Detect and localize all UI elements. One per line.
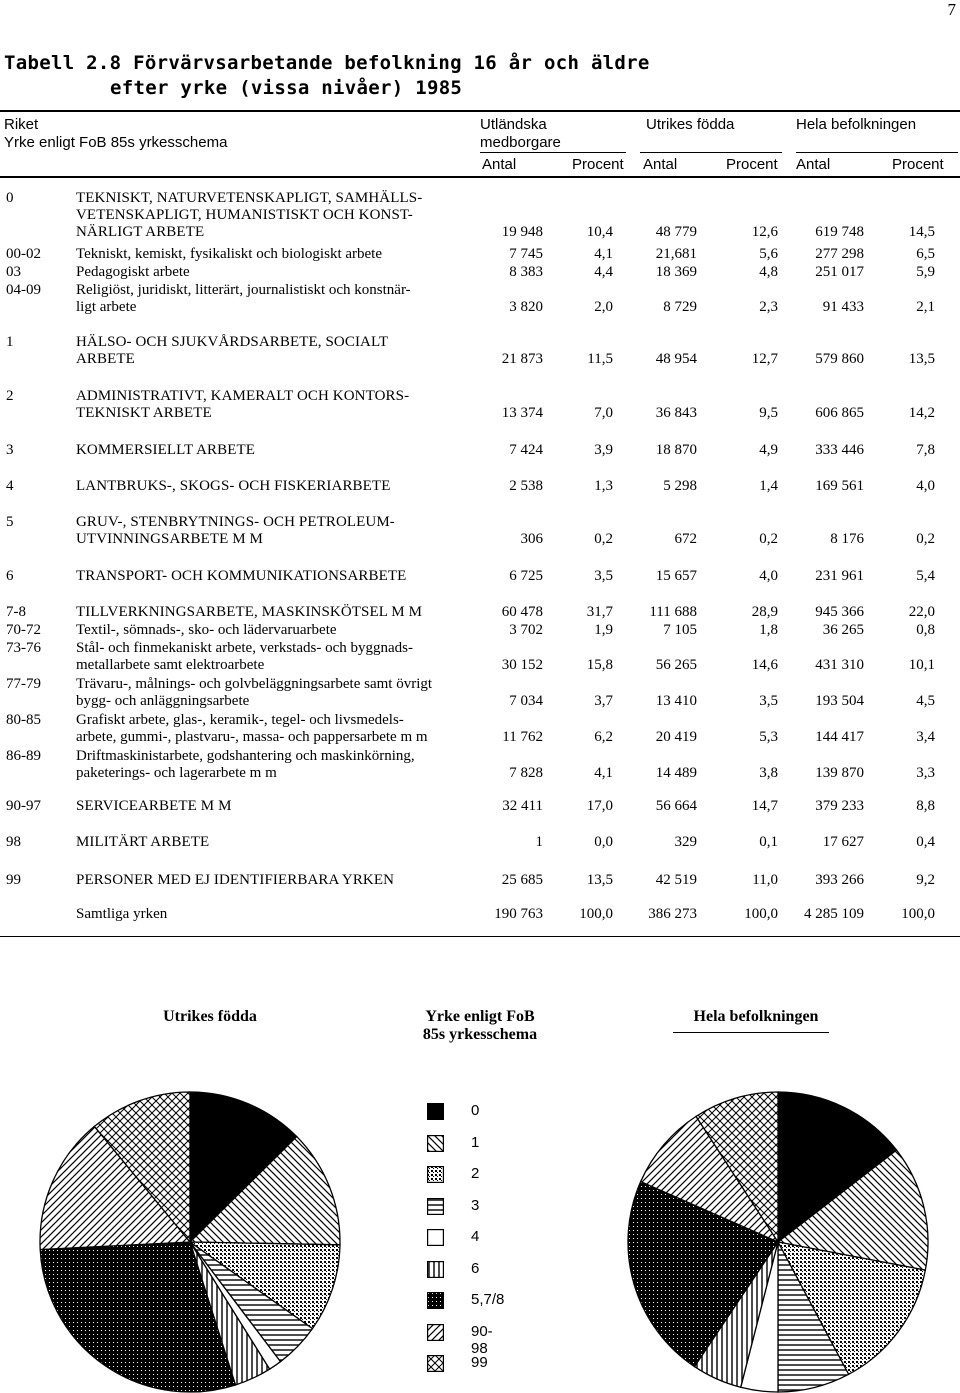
row-code: 73-76 (6, 640, 41, 656)
legend-swatch (427, 1198, 444, 1215)
header-sub-antal-1: Antal (482, 156, 517, 173)
legend-label: 99 (471, 1354, 488, 1371)
page-number: 7 (947, 0, 956, 19)
row-code: 90-97 (6, 798, 41, 814)
header-group-utrikes: Utrikes födda (646, 116, 735, 133)
row-label: Driftmaskinistarbete, godshantering och maskinkörning, paketerings- och lagerarbete m m (76, 748, 415, 781)
cell-value: 14,5 (908, 224, 935, 240)
cell-value: 7 745 (509, 246, 543, 262)
cell-value: 251 017 (815, 264, 864, 280)
cell-value: 36 843 (655, 405, 697, 421)
cell-value: 3,3 (916, 765, 935, 781)
cell-value: 3,9 (594, 442, 613, 458)
cell-value: 32 411 (502, 798, 543, 814)
cell-value: 8,8 (916, 798, 935, 814)
cell-value: 431 310 (815, 657, 864, 673)
cell-value: 8 383 (509, 264, 543, 280)
legend-swatch (427, 1229, 444, 1246)
row-code: 77-79 (6, 676, 41, 692)
cell-value: 9,5 (759, 405, 778, 421)
cell-value: 1 (535, 834, 543, 850)
cell-value: 14 489 (655, 765, 697, 781)
cell-value: 672 (674, 531, 697, 547)
row-code: 2 (6, 388, 14, 404)
row-label: KOMMERSIELLT ARBETE (76, 442, 255, 458)
cell-value: 3,8 (759, 765, 778, 781)
cell-value: 579 860 (815, 351, 864, 367)
cell-value: 20 419 (655, 729, 697, 745)
cell-value: 13,5 (908, 351, 935, 367)
cell-value: 3 820 (509, 299, 543, 315)
cell-value: 3,5 (759, 693, 778, 709)
cell-value: 17 627 (822, 834, 864, 850)
row-label: SERVICEARBETE M M (76, 798, 232, 814)
chart-title-center: Yrke enligt FoB 85s yrkesschema (422, 1008, 538, 1043)
cell-value: 28,9 (751, 604, 778, 620)
cell-value: 4,4 (594, 264, 613, 280)
row-code: 4 (6, 478, 14, 494)
legend-swatch (427, 1261, 444, 1278)
legend-label: 4 (471, 1228, 480, 1245)
row-code: 7-8 (6, 604, 26, 620)
pie-chart-utrikes-fodda (40, 1092, 340, 1392)
row-code: 04-09 (6, 282, 41, 298)
cell-value: 25 685 (501, 872, 543, 888)
chart-title-left: Utrikes födda (163, 1008, 257, 1025)
row-code: 0 (6, 190, 14, 206)
cell-value: 1,8 (759, 622, 778, 638)
cell-value: 0,1 (759, 834, 778, 850)
cell-value: 91 433 (822, 299, 864, 315)
cell-value: 277 298 (815, 246, 864, 262)
header-group3-rule (796, 152, 958, 153)
row-label: Religiöst, juridiskt, litterärt, journalistiskt och konstnär- ligt arbete (76, 282, 411, 315)
cell-value: 190 763 (494, 906, 543, 922)
cell-value: 7,0 (594, 405, 613, 421)
row-code: 99 (6, 872, 21, 888)
legend-swatch (427, 1355, 444, 1372)
cell-value: 18 870 (655, 442, 697, 458)
cell-value: 7 828 (509, 765, 543, 781)
cell-value: 21 873 (501, 351, 543, 367)
row-code: 98 (6, 834, 21, 850)
cell-value: 11 762 (502, 729, 543, 745)
cell-value: 4,9 (759, 442, 778, 458)
legend-label: 1 (471, 1133, 480, 1151)
cell-value: 6,2 (594, 729, 613, 745)
cell-value: 21,681 (655, 246, 697, 262)
cell-value: 333 446 (815, 442, 864, 458)
legend-label: 2 (471, 1165, 480, 1182)
header-yrke: Yrke enligt FoB 85s yrkesschema (4, 134, 228, 151)
header-group-medborgare: medborgare (480, 134, 561, 151)
row-code: 5 (6, 514, 14, 530)
cell-value: 0,4 (916, 834, 935, 850)
cell-value: 2,3 (759, 299, 778, 315)
cell-value: 15 657 (655, 568, 697, 584)
cell-value: 12,6 (751, 224, 778, 240)
cell-value: 14,2 (908, 405, 935, 421)
cell-value: 8 176 (830, 531, 864, 547)
cell-value: 7 424 (509, 442, 543, 458)
cell-value: 0,2 (759, 531, 778, 547)
row-code: 1 (6, 334, 14, 350)
cell-value: 2 538 (509, 478, 543, 494)
header-sub-antal-2: Antal (643, 156, 678, 173)
cell-value: 8 729 (663, 299, 697, 315)
row-label: Textil-, sömnads-, sko- och lädervaruarbete (76, 622, 337, 638)
cell-value: 6,5 (916, 246, 935, 262)
table-title-line-2: efter yrke (vissa nivåer) 1985 (110, 77, 463, 99)
cell-value: 5,9 (916, 264, 935, 280)
cell-value: 144 417 (815, 729, 864, 745)
table-title-line-1: Tabell 2.8 Förvärvsarbetande befolkning 16 år och äldre (4, 52, 650, 74)
cell-value: 4 285 109 (804, 906, 864, 922)
legend-swatch (427, 1135, 444, 1152)
row-label: HÄLSO- OCH SJUKVÅRDSARBETE, SOCIALT ARBETE (76, 334, 389, 367)
row-label: Grafiskt arbete, glas-, keramik-, tegel- och livsmedels- arbete, gummi-, plastvaru-, massa- och pappersarbete m m (76, 712, 428, 745)
cell-value: 0,8 (916, 622, 935, 638)
row-label: Trävaru-, målnings- och golvbeläggningsarbete samt övrigt bygg- och anläggningsarbete (76, 676, 433, 709)
cell-value: 3,4 (916, 729, 935, 745)
row-label: LANTBRUKS-, SKOGS- OCH FISKERIARBETE (76, 478, 391, 494)
row-code: 86-89 (6, 748, 41, 764)
cell-value: 5,6 (759, 246, 778, 262)
legend-label: 5,7/8 (471, 1291, 505, 1308)
row-code: 70-72 (6, 622, 41, 638)
row-label: MILITÄRT ARBETE (76, 834, 210, 850)
cell-value: 4,0 (759, 568, 778, 584)
cell-value: 111 688 (649, 604, 697, 620)
row-code: 00-02 (6, 246, 41, 262)
cell-value: 0,2 (916, 531, 935, 547)
cell-value: 5 298 (663, 478, 697, 494)
header-sub-antal-3: Antal (796, 156, 831, 173)
cell-value: 11,5 (587, 351, 613, 367)
cell-value: 5,4 (916, 568, 935, 584)
cell-value: 0,2 (594, 531, 613, 547)
cell-value: 11,0 (752, 872, 778, 888)
cell-value: 42 519 (655, 872, 697, 888)
cell-value: 10,1 (908, 657, 935, 673)
cell-value: 9,2 (916, 872, 935, 888)
row-label: Pedagogiskt arbete (76, 264, 190, 280)
cell-value: 56 265 (655, 657, 697, 673)
cell-value: 1,3 (594, 478, 613, 494)
row-label: Samtliga yrken (76, 906, 168, 922)
cell-value: 19 948 (501, 224, 543, 240)
legend-label: 6 (471, 1259, 480, 1277)
cell-value: 12,7 (751, 351, 778, 367)
cell-value: 945 366 (815, 604, 864, 620)
row-code: 80-85 (6, 712, 41, 728)
row-label: TEKNISKT, NATURVETENSKAPLIGT, SAMHÄLLS- VETENSKAPLIGT, HUMANISTISKT OCH KONST- NÄRLIGT ARBETE (76, 190, 423, 240)
cell-value: 4,5 (916, 693, 935, 709)
legend-swatch (427, 1324, 444, 1341)
header-sub-procent-1: Procent (572, 156, 624, 173)
cell-value: 5,3 (759, 729, 778, 745)
cell-value: 7 105 (663, 622, 697, 638)
cell-value: 17,0 (586, 798, 613, 814)
legend-label: 3 (471, 1196, 480, 1214)
cell-value: 60 478 (501, 604, 543, 620)
row-label: Stål- och finmekaniskt arbete, verkstads- och byggnads- metallarbete samt elektroarbete (76, 640, 413, 673)
cell-value: 7 034 (509, 693, 543, 709)
cell-value: 4,1 (594, 765, 613, 781)
cell-value: 15,8 (586, 657, 613, 673)
table-bottom-rule (0, 936, 960, 937)
cell-value: 48 779 (655, 224, 697, 240)
cell-value: 14,7 (751, 798, 778, 814)
cell-value: 3,5 (594, 568, 613, 584)
cell-value: 3,7 (594, 693, 613, 709)
cell-value: 22,0 (908, 604, 935, 620)
cell-value: 169 561 (815, 478, 864, 494)
legend-swatch (427, 1166, 444, 1183)
cell-value: 36 265 (822, 622, 864, 638)
cell-value: 4,0 (916, 478, 935, 494)
cell-value: 2,0 (594, 299, 613, 315)
row-label: GRUV-, STENBRYTNINGS- OCH PETROLEUM- UTVINNINGSARBETE M M (76, 514, 395, 547)
cell-value: 3 702 (509, 622, 543, 638)
cell-value: 193 504 (815, 693, 864, 709)
cell-value: 31,7 (586, 604, 613, 620)
cell-value: 14,6 (751, 657, 778, 673)
row-label: TILLVERKNINGSARBETE, MASKINSKÖTSEL M M (76, 604, 423, 620)
cell-value: 139 870 (815, 765, 864, 781)
cell-value: 231 961 (815, 568, 864, 584)
cell-value: 10,4 (586, 224, 613, 240)
legend-label: 0 (471, 1102, 480, 1119)
cell-value: 7,8 (916, 442, 935, 458)
header-sub-procent-2: Procent (726, 156, 778, 173)
row-label: Tekniskt, kemiskt, fysikaliskt och biologiskt arbete (76, 246, 382, 262)
cell-value: 1,4 (759, 478, 778, 494)
cell-value: 30 152 (501, 657, 543, 673)
cell-value: 2,1 (916, 299, 935, 315)
legend-swatch (427, 1292, 444, 1309)
row-label: ADMINISTRATIVT, KAMERALT OCH KONTORS- TEKNISKT ARBETE (76, 388, 410, 421)
row-label: PERSONER MED EJ IDENTIFIERBARA YRKEN (76, 872, 395, 888)
cell-value: 100,0 (744, 906, 778, 922)
cell-value: 379 233 (815, 798, 864, 814)
cell-value: 1,9 (594, 622, 613, 638)
header-top-rule (0, 110, 960, 112)
legend-label: 90-98 (471, 1322, 493, 1357)
row-code: 3 (6, 442, 14, 458)
cell-value: 386 273 (648, 906, 697, 922)
legend-swatch (427, 1103, 444, 1120)
pie-chart-hela-befolkningen (628, 1092, 928, 1392)
cell-value: 13 374 (501, 405, 543, 421)
cell-value: 13 410 (655, 693, 697, 709)
row-code: 6 (6, 568, 14, 584)
cell-value: 48 954 (655, 351, 697, 367)
header-group-utlandska: Utländska (480, 116, 547, 133)
chart-title-right: Hela befolkningen (693, 1008, 819, 1025)
header-riket: Riket (4, 116, 39, 133)
cell-value: 329 (674, 834, 697, 850)
cell-value: 4,1 (594, 246, 613, 262)
cell-value: 18 369 (655, 264, 697, 280)
cell-value: 6 725 (509, 568, 543, 584)
header-group-hela: Hela befolkningen (796, 116, 917, 133)
cell-value: 13,5 (586, 872, 613, 888)
cell-value: 56 664 (655, 798, 697, 814)
cell-value: 0,0 (594, 834, 613, 850)
cell-value: 100,0 (579, 906, 613, 922)
row-code: 03 (6, 264, 21, 280)
header-group1-rule (480, 152, 626, 153)
cell-value: 606 865 (815, 405, 864, 421)
cell-value: 306 (520, 531, 543, 547)
cell-value: 393 266 (815, 872, 864, 888)
cell-value: 100,0 (901, 906, 935, 922)
header-bottom-rule (0, 176, 960, 178)
header-sub-procent-3: Procent (892, 156, 944, 173)
cell-value: 619 748 (815, 224, 864, 240)
row-label: TRANSPORT- OCH KOMMUNIKATIONSARBETE (76, 568, 407, 584)
header-group2-rule (640, 152, 782, 153)
cell-value: 4,8 (759, 264, 778, 280)
